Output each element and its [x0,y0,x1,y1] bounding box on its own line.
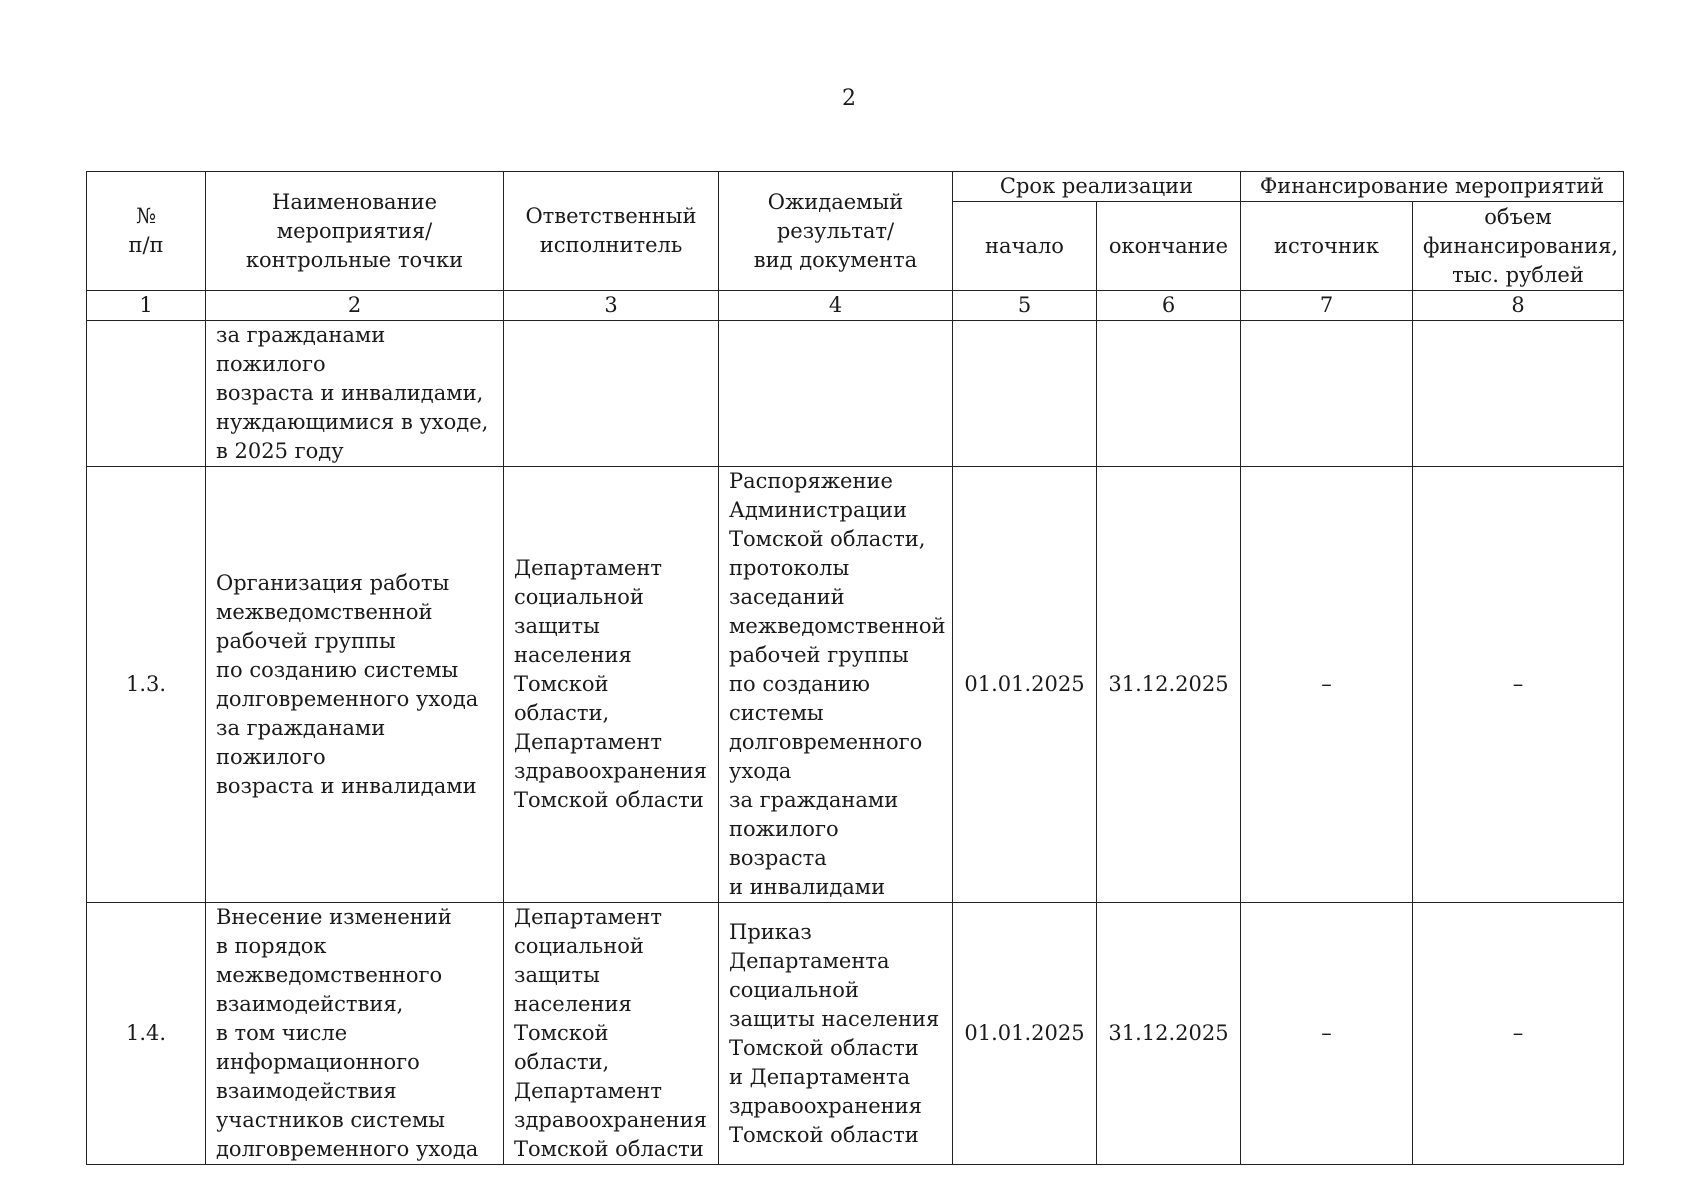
column-number: 7 [1241,291,1413,321]
header-group-period: Срок реализации [953,172,1241,202]
header-col-start: начало [953,202,1097,291]
row-name: Внесение изменений в порядок межведомственного взаимодействия, в том числе информационного взаимодействия участников системы долговременного ухода [206,903,504,1165]
column-number: 1 [87,291,206,321]
header-group-funding: Финансирование мероприятий [1241,172,1624,202]
row-num [87,321,206,467]
column-number: 3 [504,291,719,321]
row-responsible: Департамент социальной защиты населения Томской области, Департамент здравоохранения Томской области [504,467,719,903]
table-row [87,903,1624,1165]
header-col-responsible: Ответственный исполнитель [504,172,719,291]
row-source [1241,321,1413,467]
column-number: 4 [719,291,953,321]
table-row [87,321,1624,467]
column-number: 2 [206,291,504,321]
row-result [719,321,953,467]
row-end: 31.12.2025 [1097,467,1241,903]
header-col-num: № п/п [87,172,206,291]
row-start: 01.01.2025 [953,903,1097,1165]
page-number: 2 [842,86,856,111]
header-row-top [87,172,1624,202]
row-responsible: Департамент социальной защиты населения Томской области, Департамент здравоохранения Томской области [504,903,719,1165]
row-responsible [504,321,719,467]
table-row [87,467,1624,903]
column-number: 8 [1413,291,1624,321]
row-result: Приказ Департамента социальной защиты населения Томской области и Департамента здравоохранения Томской области [719,903,953,1165]
row-result: Распоряжение Администрации Томской области, протоколы заседаний межведомственной рабочей группы по созданию системы долговременного ухода за гражданами пожилого возраста и инвалидами [719,467,953,903]
column-numbers-row [87,291,1624,321]
row-start [953,321,1097,467]
row-end: 31.12.2025 [1097,903,1241,1165]
row-start: 01.01.2025 [953,467,1097,903]
row-name: Организация работы межведомственной рабочей группы по созданию системы долговременного ухода за гражданами пожилого возраста и инвалидами [206,467,504,903]
row-source: – [1241,903,1413,1165]
header-col-end: окончание [1097,202,1241,291]
header-col-source: источник [1241,202,1413,291]
activities-table [86,171,1624,1165]
row-num: 1.3. [87,467,206,903]
header-col-result: Ожидаемый результат/ вид документа [719,172,953,291]
row-num: 1.4. [87,903,206,1165]
row-volume [1413,321,1624,467]
row-end [1097,321,1241,467]
row-name: за гражданами пожилого возраста и инвалидами, нуждающимися в уходе, в 2025 году [206,321,504,467]
header-col-volume: объем финансирования, тыс. рублей [1413,202,1624,291]
row-source: – [1241,467,1413,903]
row-volume: – [1413,903,1624,1165]
column-number: 6 [1097,291,1241,321]
column-number: 5 [953,291,1097,321]
header-col-name: Наименование мероприятия/ контрольные точки [206,172,504,291]
row-volume: – [1413,467,1624,903]
